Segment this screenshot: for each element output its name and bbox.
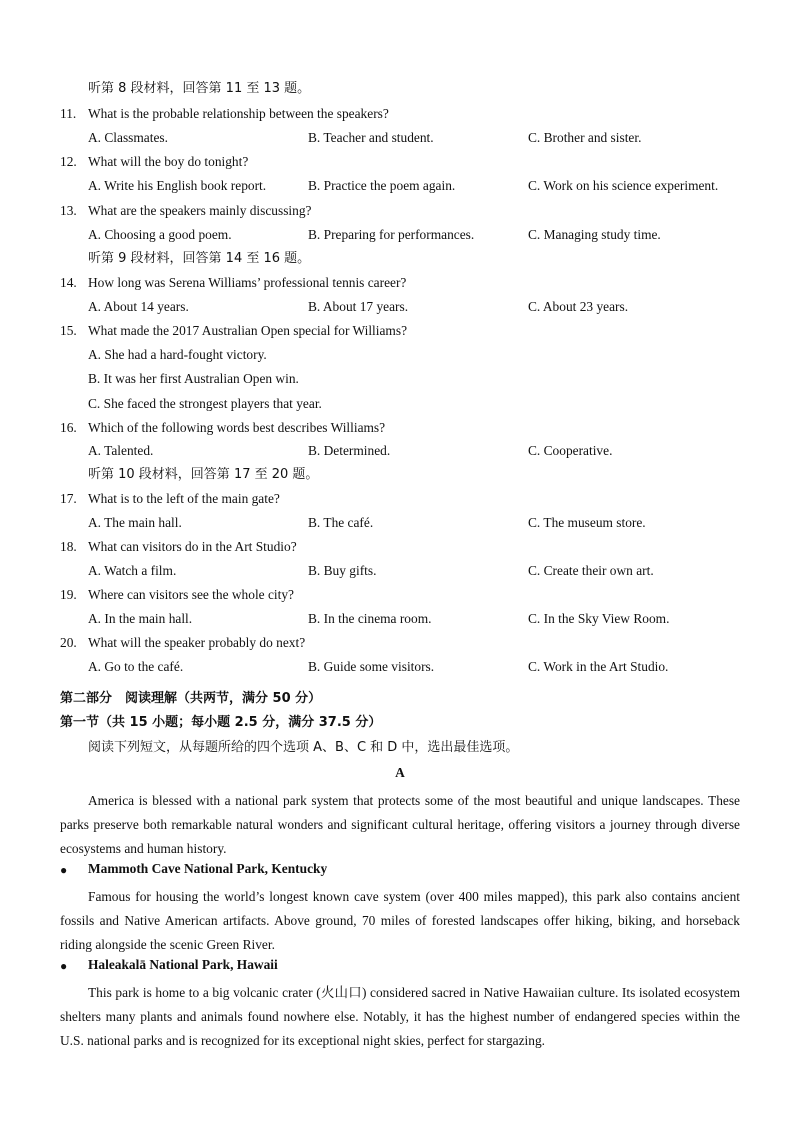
question-text: What is the probable relationship between the speakers? [88, 106, 389, 121]
question-number: 20. [60, 635, 77, 650]
question-text: Where can visitors see the whole city? [88, 587, 294, 602]
option-b: B. It was her first Australian Open win. [88, 371, 299, 386]
option-c: C. Work in the Art Studio. [528, 659, 669, 674]
question-number: 14. [60, 275, 77, 290]
option-a: A. Classmates. [88, 130, 168, 145]
question-number: 18. [60, 539, 77, 554]
question-text: How long was Serena Williams’ professional tennis career? [88, 275, 407, 290]
option-a: A. Go to the café. [88, 659, 184, 674]
question-number: 19. [60, 587, 77, 602]
question-number: 16. [60, 420, 77, 435]
question-number: 13. [60, 203, 77, 218]
question-number: 15. [60, 323, 77, 338]
part-two-heading: 第二部分 阅读理解（共两节，满分 50 分） [60, 691, 322, 706]
option-c: C. In the Sky View Room. [528, 611, 670, 626]
question-text: Which of the following words best describes Williams? [88, 420, 386, 435]
bullet-icon: ● [60, 959, 68, 973]
option-b: B. Teacher and student. [308, 130, 434, 145]
option-c: C. She faced the strongest players that year. [88, 396, 322, 411]
option-b: B. In the cinema room. [308, 611, 432, 626]
section-instruction-9: 听第 9 段材料，回答第 14 至 16 题。 [88, 251, 311, 266]
question-text: What are the speakers mainly discussing? [88, 203, 312, 218]
option-c: C. The museum store. [528, 515, 646, 530]
option-a: A. She had a hard-fought victory. [88, 347, 267, 362]
option-a: A. Write his English book report. [88, 178, 267, 193]
section-instruction-10: 听第 10 段材料，回答第 17 至 20 题。 [88, 467, 319, 482]
option-c: C. Managing study time. [528, 227, 661, 242]
park-title: Haleakalā National Park, Hawaii [88, 957, 278, 972]
option-b: B. Guide some visitors. [308, 659, 435, 674]
option-a: A. The main hall. [88, 515, 182, 530]
passage-intro: America is blessed with a national park system that protects some of the most beautiful and unique landscapes. These parks preserve both remarkable natural wonders and significant cultural heritage, offering visitors a journey through diverse ecosystems and human history. [60, 793, 740, 856]
section-one-heading: 第一节（共 15 小题；每小题 2.5 分，满分 37.5 分） [60, 715, 382, 730]
park-title: Mammoth Cave National Park, Kentucky [88, 861, 328, 876]
option-b: B. The café. [308, 515, 374, 530]
section-instruction-8: 听第 8 段材料，回答第 11 至 13 题。 [88, 81, 311, 96]
question-text: What will the speaker probably do next? [88, 635, 306, 650]
option-a: A. In the main hall. [88, 611, 193, 626]
question-number: 11. [60, 106, 77, 121]
option-b: B. Preparing for performances. [308, 227, 475, 242]
question-text: What will the boy do tonight? [88, 154, 249, 169]
question-number: 12. [60, 154, 77, 169]
question-number: 17. [60, 491, 77, 506]
option-b: B. About 17 years. [308, 299, 409, 314]
option-b: B. Practice the poem again. [308, 178, 456, 193]
bullet-icon: ● [60, 863, 68, 877]
option-a: A. Watch a film. [88, 563, 177, 578]
option-c: C. About 23 years. [528, 299, 629, 314]
option-c: C. Work on his science experiment. [528, 178, 719, 193]
passage-label: A [395, 765, 405, 780]
option-b: B. Determined. [308, 443, 391, 458]
park-description: This park is home to a big volcanic crater (火山口) considered sacred in Native Hawaiian culture. Its isolated ecosystem shelters many plants and animals found nowhere else. Notably, it has the highest number of endangered species within the U.S. national parks and is recognized for its exceptional night skies, perfect for stargazing. [60, 985, 740, 1048]
question-text: What can visitors do in the Art Studio? [88, 539, 297, 554]
option-a: A. About 14 years. [88, 299, 189, 314]
option-c: C. Cooperative. [528, 443, 613, 458]
option-a: A. Talented. [88, 443, 154, 458]
question-text: What is to the left of the main gate? [88, 491, 280, 506]
option-c: C. Brother and sister. [528, 130, 642, 145]
park-description: Famous for housing the world’s longest known cave system (over 400 miles mapped), this park also contains ancient fossils and Native American artifacts. Above ground, 70 miles of forested landscapes offer hiking, biking, and horseback riding alongside the scenic Green River. [60, 889, 740, 952]
option-a: A. Choosing a good poem. [88, 227, 232, 242]
option-c: C. Create their own art. [528, 563, 654, 578]
option-b: B. Buy gifts. [308, 563, 377, 578]
reading-instruction: 阅读下列短文，从每题所给的四个选项 A、B、C 和 D 中，选出最佳选项。 [88, 740, 519, 755]
question-text: What made the 2017 Australian Open special for Williams? [88, 323, 408, 338]
